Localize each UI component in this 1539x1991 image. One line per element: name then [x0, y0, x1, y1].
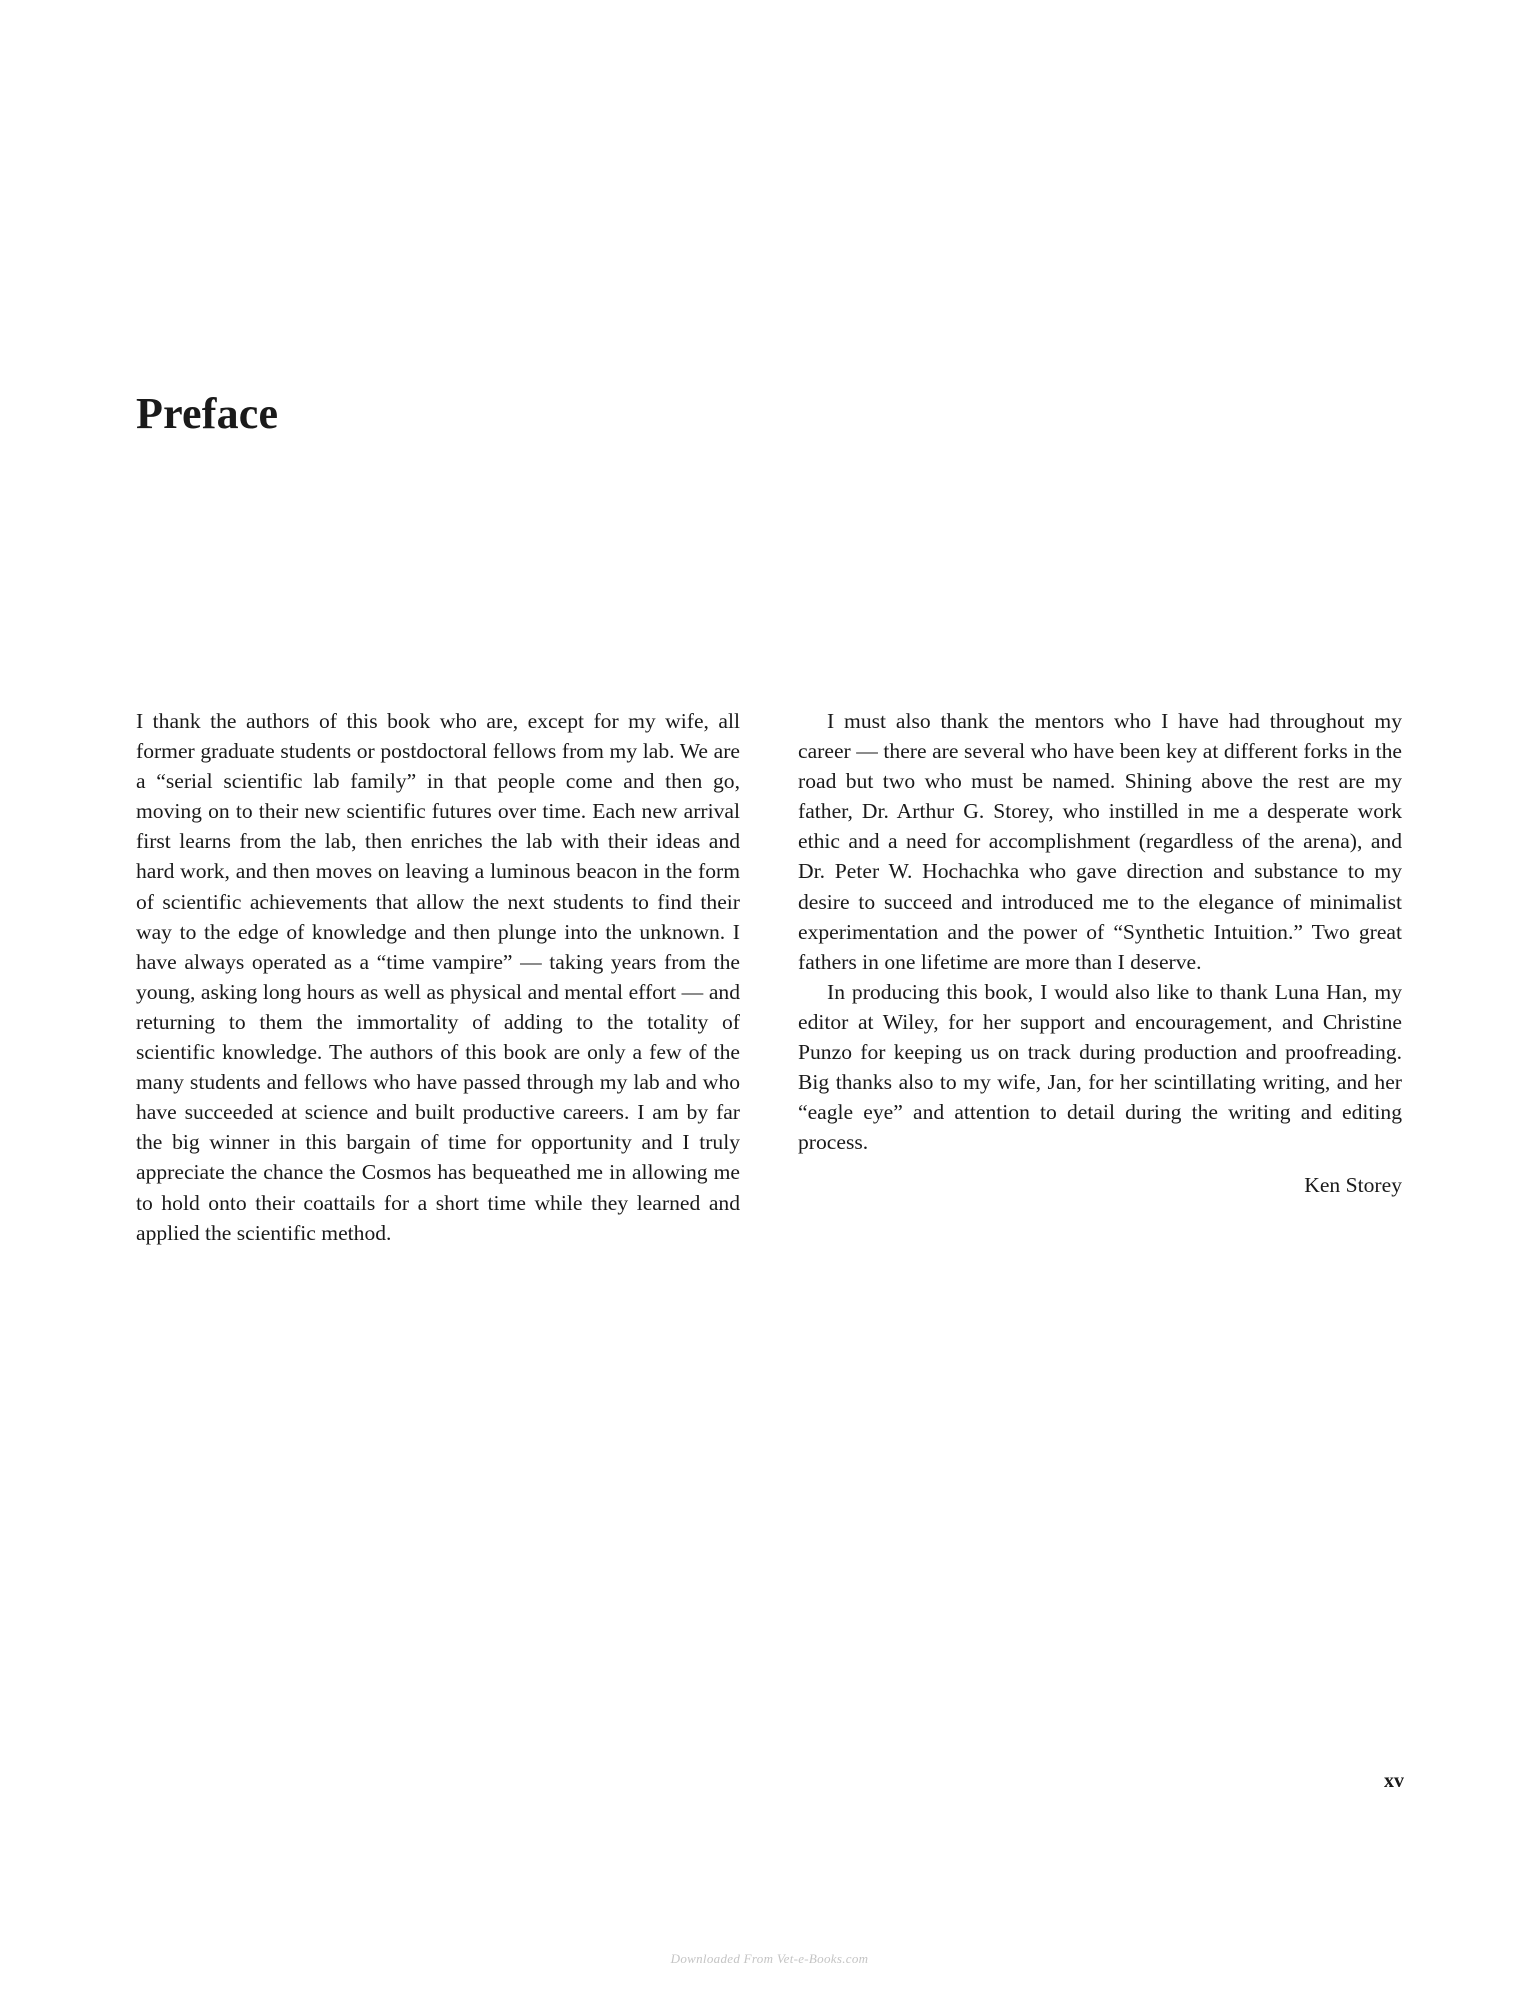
page-number: xv	[1384, 1770, 1404, 1792]
preface-paragraph: In producing this book, I would also like to thank Luna Han, my editor at Wiley, for her support and encouragement, and Christine Punzo for keeping us on track during production and proofreading. Big thanks also to my wife, Jan, for her scintillating writing, and her “eagle eye” and attention to detail during the writing and editing process.	[798, 979, 1402, 1155]
page-title: Preface	[136, 389, 279, 438]
watermark: Downloaded From Vet-e-Books.com	[670, 1951, 869, 1966]
right-column	[798, 706, 1402, 1201]
preface-paragraph: I thank the authors of this book who are, except for my wife, all former graduate students or postdoctoral fellows from my lab. We are a “serial scientific lab family” in that people come and then go, moving on to their new scientific futures over time. Each new arrival first learns from the lab, then enriches the lab with their ideas and hard work, and then moves on leaving a luminous beacon in the form of scientific achievements that allow the next students to find their way to the edge of knowledge and then plunge into the unknown. I have always operated as a “time vampire” — taking years from the young, asking long hours as well as physical and mental effort — and returning to them the immortality of adding to the totality of scientific knowledge. The authors of this book are only a few of the many students and fellows who have passed through my lab and who have succeeded at science and built productive careers. I am by far the big winner in this bargain of time for opportunity and I truly appreciate the chance the Cosmos has bequeathed me in allowing me to hold onto their coattails for a short time while they learned and applied the scientific method.	[136, 709, 740, 1245]
author-signature: Ken Storey	[1304, 1173, 1402, 1198]
left-column	[136, 706, 740, 1248]
preface-paragraph: I must also thank the mentors who I have had throughout my career — there are several who have been key at different forks in the road but two who must be named. Shining above the rest are my father, Dr. Arthur G. Storey, who instilled in me a desperate work ethic and a need for accomplishment (regardless of the arena), and Dr. Peter W. Hochachka who gave direction and substance to my desire to succeed and introduced me to the elegance of minimalist experimentation and the power of “Synthetic Intuition.” Two great fathers in one lifetime are more than I deserve.	[798, 709, 1402, 974]
